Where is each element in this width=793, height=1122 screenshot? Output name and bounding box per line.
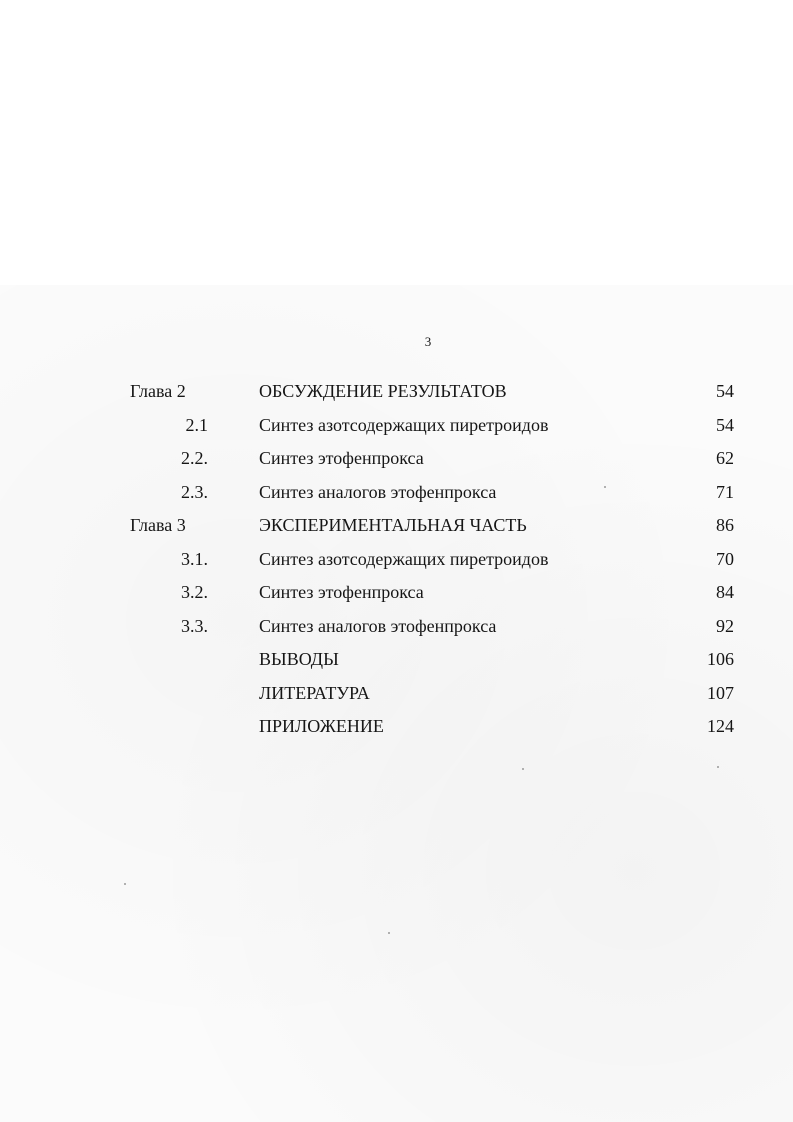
- toc-entry: [0, 576, 793, 610]
- toc-entry-title: ПРИЛОЖЕНИЕ: [259, 716, 384, 736]
- toc-page-number: 92: [716, 615, 734, 636]
- scan-speck: [124, 883, 126, 885]
- toc-chapter-label: Глава 2: [130, 381, 186, 401]
- toc-entry-title: Синтез этофенпрокса: [259, 448, 424, 468]
- toc-entry-title: Синтез аналогов этофенпрокса: [259, 481, 497, 502]
- toc-section-number: 3.2.: [181, 582, 208, 602]
- toc-entry-title: Синтез аналогов этофенпрокса: [259, 615, 497, 636]
- toc-section-number: 2.1: [185, 414, 208, 435]
- toc-entry: [0, 677, 793, 711]
- toc-section-number: 2.2.: [181, 448, 208, 468]
- toc-entry: [0, 476, 793, 510]
- toc-entry: [0, 375, 793, 409]
- toc-entry: [0, 442, 793, 476]
- scan-speck: [717, 766, 719, 768]
- toc-page-number: 106: [707, 649, 734, 669]
- toc-page-number: 54: [716, 414, 734, 435]
- toc-entry-title: ЭКСПЕРИМЕНТАЛЬНАЯ ЧАСТЬ: [259, 515, 527, 535]
- toc-section-number: 2.3.: [181, 481, 208, 502]
- scan-speck: [604, 486, 606, 488]
- toc-section-number: 3.3.: [181, 615, 208, 636]
- toc-page-number: 86: [716, 515, 734, 535]
- toc-entry: [0, 409, 793, 443]
- toc-entry-title: Синтез азотсодержащих пиретроидов: [259, 414, 549, 435]
- toc-page-number: 71: [716, 481, 734, 502]
- toc-entry: [0, 543, 793, 577]
- toc-page-number: 62: [716, 448, 734, 468]
- toc-page-number: 54: [716, 381, 734, 401]
- toc-page-number: 84: [716, 582, 734, 602]
- toc-entry: [0, 610, 793, 644]
- toc-entry-title: ВЫВОДЫ: [259, 649, 339, 669]
- toc-entry-title: Синтез азотсодержащих пиретроидов: [259, 548, 549, 569]
- toc-page-number: 70: [716, 548, 734, 569]
- toc-entry-title: Синтез этофенпрокса: [259, 582, 424, 602]
- toc-entry: [0, 509, 793, 543]
- scan-speck: [388, 932, 390, 934]
- toc-page-number: 124: [707, 716, 734, 736]
- toc-chapter-label: Глава 3: [130, 515, 186, 535]
- table-of-contents: [0, 375, 793, 744]
- scan-speck: [522, 768, 524, 770]
- toc-entry: [0, 710, 793, 744]
- page-number: 3: [424, 334, 432, 349]
- toc-section-number: 3.1.: [181, 548, 208, 569]
- toc-page-number: 107: [707, 682, 734, 703]
- toc-entry-title: ОБСУЖДЕНИЕ РЕЗУЛЬТАТОВ: [259, 381, 507, 401]
- toc-entry: [0, 643, 793, 677]
- toc-entry-title: ЛИТЕРАТУРА: [259, 682, 370, 703]
